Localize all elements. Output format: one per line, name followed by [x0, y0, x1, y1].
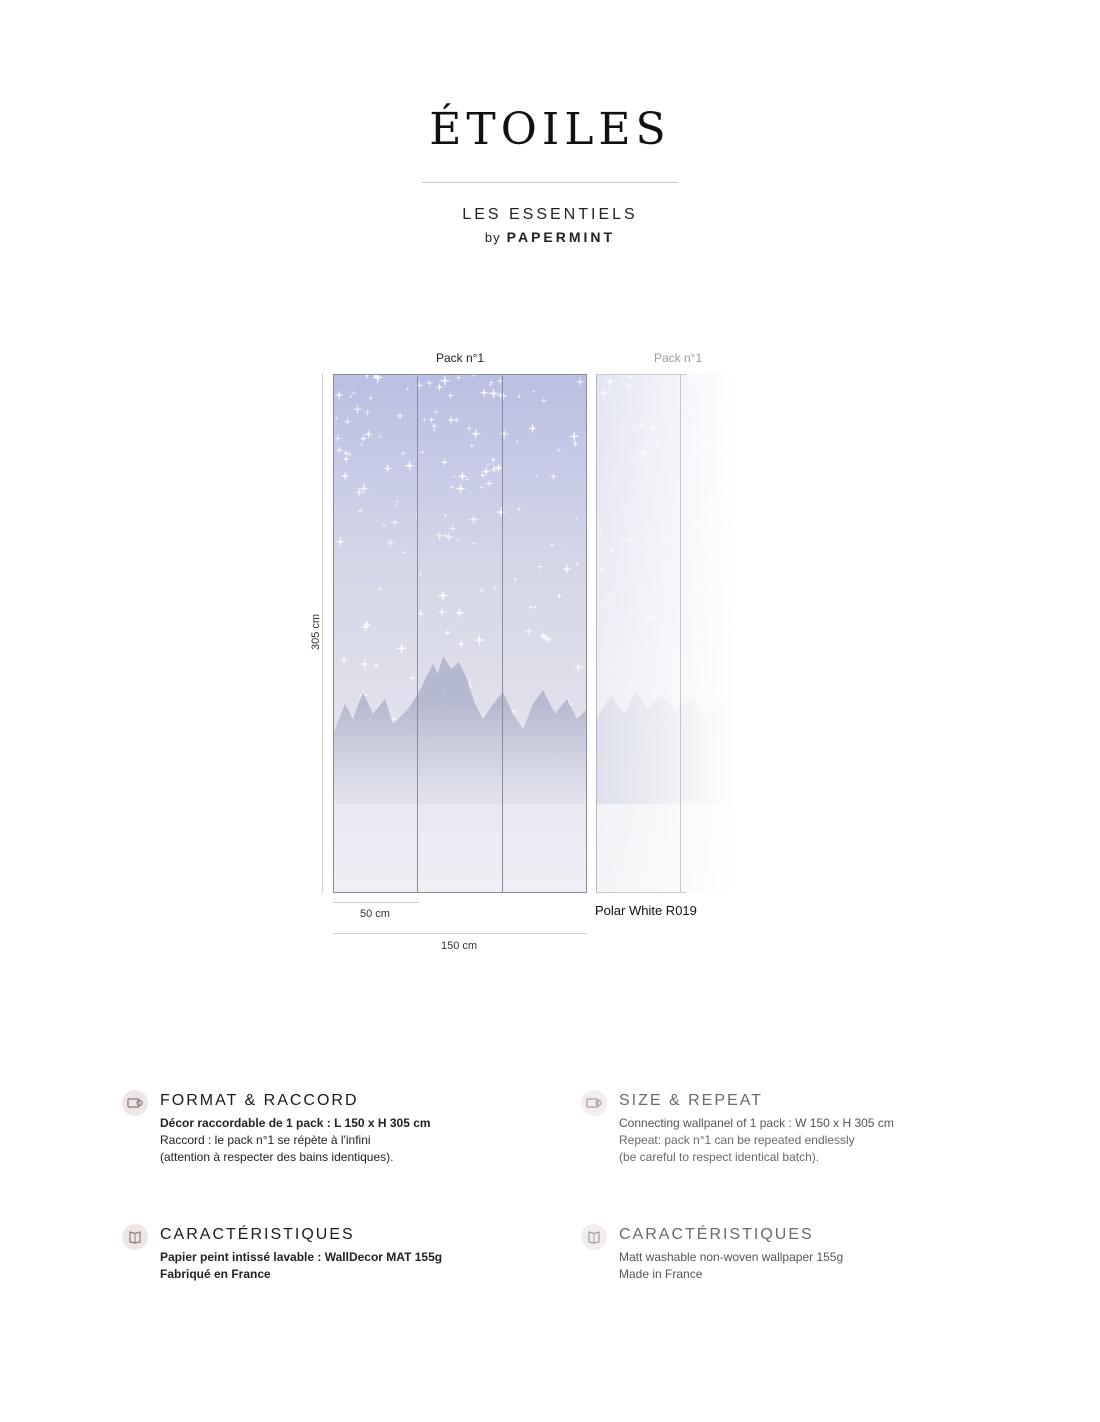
wallpaper-illustration: [333, 374, 587, 893]
specs-line-1: Papier peint intissé lavable : WallDecor MAT 155g: [160, 1250, 443, 1264]
specs-line-2: Made in France: [619, 1267, 703, 1281]
height-dimension-label: 305 cm: [310, 613, 322, 651]
total-width-line: [333, 933, 587, 934]
section-heading: CARACTÉRISTIQUES: [160, 1226, 355, 1243]
pack-label-repeat: Pack n°1: [654, 351, 703, 365]
section-heading: CARACTÉRISTIQUES: [619, 1226, 814, 1243]
roll-icon: [122, 1090, 148, 1116]
specs-line-2: Fabriqué en France: [160, 1267, 271, 1281]
brand-logo: PAPERMINT: [506, 229, 616, 245]
brand-byline: [0, 229, 1100, 245]
caracteristiques-en-section: [581, 1224, 1001, 1284]
size-line-3: (be careful to respect identical batch).: [619, 1150, 820, 1164]
page-title: ÉTOILES: [429, 104, 671, 155]
format-line-2: Raccord : le pack n°1 se répète à l'infini: [160, 1133, 371, 1147]
section-heading: FORMAT & RACCORD: [160, 1092, 359, 1109]
specs-line-1: Matt washable non-woven wallpaper 155g: [619, 1250, 844, 1264]
size-repeat-section: [581, 1090, 1001, 1170]
collection-name: LES ESSENTIELS: [462, 206, 638, 223]
wallpaper-panels-repeat: [596, 374, 736, 893]
size-line-1: Connecting wallpanel of 1 pack : W 150 x H 305 cm: [619, 1116, 894, 1130]
pack-label-main: Pack n°1: [436, 351, 485, 365]
wallpaper-panels: [333, 374, 587, 893]
format-line-1: Décor raccordable de 1 pack : L 150 x H 305 cm: [160, 1116, 431, 1130]
book-icon: [122, 1224, 148, 1250]
height-dimension-line: [322, 374, 323, 893]
format-line-3: (attention à respecter des bains identiques).: [160, 1150, 394, 1164]
caracteristiques-fr-section: [122, 1224, 542, 1284]
strip-width-label: 50 cm: [360, 908, 390, 920]
color-reference: Polar White R019: [595, 903, 697, 918]
wallpaper-illustration-repeat: [596, 374, 736, 893]
section-heading: SIZE & REPEAT: [619, 1092, 763, 1109]
fog: [333, 704, 587, 893]
title-divider: [422, 182, 678, 183]
roll-icon: [581, 1090, 607, 1116]
strip-width-line: [333, 902, 419, 903]
book-icon: [581, 1224, 607, 1250]
byline-by: by: [484, 230, 501, 245]
format-raccord-section: [122, 1090, 542, 1170]
total-width-label: 150 cm: [441, 940, 478, 952]
size-line-2: Repeat: pack n°1 can be repeated endlessly: [619, 1133, 855, 1147]
